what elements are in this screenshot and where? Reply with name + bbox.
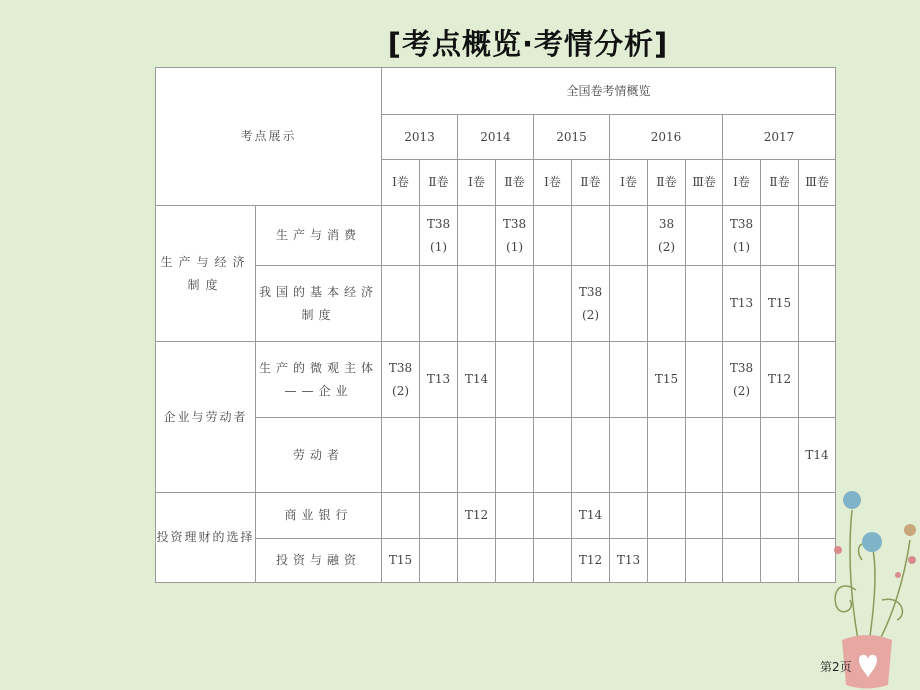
table-cell (648, 539, 686, 583)
table-cell (534, 206, 572, 266)
table-cell (458, 266, 496, 342)
table-cell: T15 (648, 342, 686, 418)
paper-header: Ⅰ卷 (458, 160, 496, 206)
table-cell (686, 266, 723, 342)
paper-header: Ⅱ卷 (761, 160, 799, 206)
table-cell (420, 493, 458, 539)
table-cell: T12 (572, 539, 610, 583)
table-cell (382, 493, 420, 539)
category-cell: 生产与经济制度 (156, 206, 256, 342)
table-cell: T38 (2) (382, 342, 420, 418)
table-cell (572, 342, 610, 418)
table-cell (686, 418, 723, 493)
table-cell (534, 342, 572, 418)
table-cell: T14 (572, 493, 610, 539)
table-cell (648, 493, 686, 539)
table-cell (686, 493, 723, 539)
subtopic-cell: 生产的微观主体——企业 (256, 342, 382, 418)
table-cell (420, 418, 458, 493)
table-cell (382, 418, 420, 493)
table-cell: T38 (1) (723, 206, 761, 266)
table-cell (686, 342, 723, 418)
table-cell (761, 493, 799, 539)
paper-header: Ⅰ卷 (382, 160, 420, 206)
year-header: 2017 (723, 115, 836, 160)
table-cell (382, 206, 420, 266)
table-cell (534, 266, 572, 342)
year-header: 2014 (458, 115, 534, 160)
year-header: 2015 (534, 115, 610, 160)
table-cell (799, 266, 836, 342)
year-header: 2013 (382, 115, 458, 160)
subtopic-cell: 生产与消费 (256, 206, 382, 266)
table-cell (496, 342, 534, 418)
table-cell: T13 (420, 342, 458, 418)
subtopic-cell: 我国的基本经济制度 (256, 266, 382, 342)
table-cell (572, 418, 610, 493)
table-cell (723, 539, 761, 583)
table-cell (610, 342, 648, 418)
table-cell (610, 266, 648, 342)
table-cell (686, 539, 723, 583)
table-cell (799, 206, 836, 266)
table-cell (648, 418, 686, 493)
table-cell (458, 418, 496, 493)
table-cell (534, 539, 572, 583)
subtopic-cell: 投资与融资 (256, 539, 382, 583)
table-cell (610, 493, 648, 539)
table-cell: T12 (458, 493, 496, 539)
table-cell (761, 418, 799, 493)
table-cell (686, 206, 723, 266)
subtopic-cell: 商业银行 (256, 493, 382, 539)
table-cell (534, 418, 572, 493)
paper-header: Ⅰ卷 (723, 160, 761, 206)
subtopic-cell: 劳动者 (256, 418, 382, 493)
table-cell: T14 (458, 342, 496, 418)
table-cell (799, 342, 836, 418)
table-row (156, 266, 836, 342)
table-cell (420, 539, 458, 583)
table-cell (496, 493, 534, 539)
table-cell (761, 539, 799, 583)
table-cell (420, 266, 458, 342)
table-row (156, 493, 836, 539)
table-cell: T38 (2) (723, 342, 761, 418)
paper-header: Ⅱ卷 (648, 160, 686, 206)
table-cell: T38 (1) (496, 206, 534, 266)
table-cell (534, 493, 572, 539)
group-header: 全国卷考情概览 (382, 68, 836, 115)
table-cell: T14 (799, 418, 836, 493)
table-cell: T38 (1) (420, 206, 458, 266)
table-cell: T12 (761, 342, 799, 418)
table-cell (723, 418, 761, 493)
paper-header: Ⅲ卷 (686, 160, 723, 206)
paper-header: Ⅱ卷 (420, 160, 458, 206)
category-cell: 投资理财的选择 (156, 493, 256, 583)
paper-header: Ⅱ卷 (572, 160, 610, 206)
table-cell: 38 (2) (648, 206, 686, 266)
paper-header: Ⅲ卷 (799, 160, 836, 206)
table-cell (648, 266, 686, 342)
table-cell (496, 266, 534, 342)
category-cell: 企业与劳动者 (156, 342, 256, 493)
slide-title: [考点概览·考情分析] (387, 27, 669, 61)
flower-decoration (812, 470, 920, 690)
table-cell (610, 206, 648, 266)
table-cell: T38 (2) (572, 266, 610, 342)
paper-header: Ⅰ卷 (534, 160, 572, 206)
table-cell: T13 (610, 539, 648, 583)
table-cell (458, 206, 496, 266)
corner-header: 考点展示 (156, 68, 382, 206)
paper-header: Ⅱ卷 (496, 160, 534, 206)
table-cell (723, 493, 761, 539)
table-cell (610, 418, 648, 493)
table-cell (458, 539, 496, 583)
page-number: 第2页 (820, 660, 852, 674)
table-cell (382, 266, 420, 342)
exam-overview-table (155, 67, 836, 583)
table-cell (572, 206, 610, 266)
table-row (156, 206, 836, 266)
exam-table-container (155, 67, 835, 582)
table-row (156, 418, 836, 493)
table-cell: T15 (382, 539, 420, 583)
table-cell (496, 539, 534, 583)
table-cell: T13 (723, 266, 761, 342)
header-row-group (156, 68, 836, 115)
table-row (156, 342, 836, 418)
paper-header: Ⅰ卷 (610, 160, 648, 206)
table-cell (761, 206, 799, 266)
year-header: 2016 (610, 115, 723, 160)
table-row (156, 539, 836, 583)
table-cell (496, 418, 534, 493)
table-cell: T15 (761, 266, 799, 342)
